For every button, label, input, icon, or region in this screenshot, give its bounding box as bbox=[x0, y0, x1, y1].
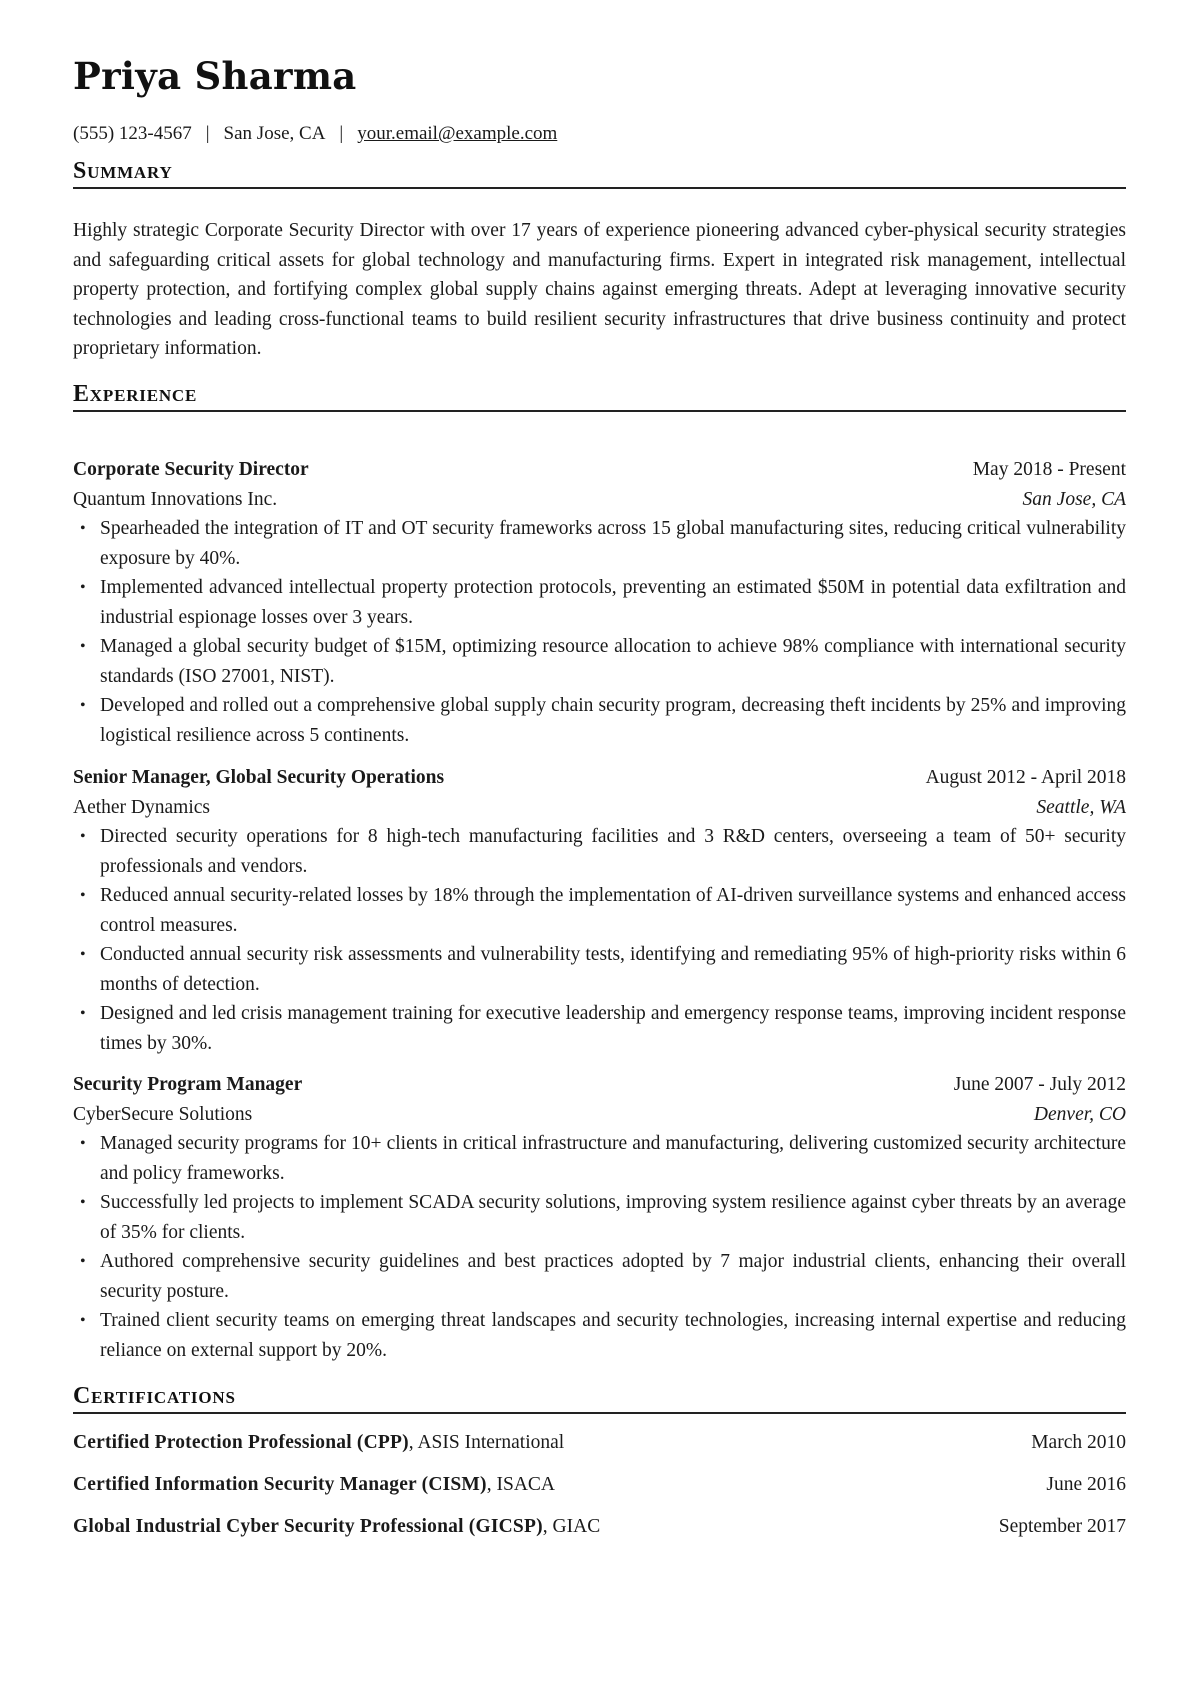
job-location: San Jose, CA bbox=[1022, 488, 1126, 510]
bullet-icon: • bbox=[80, 638, 86, 655]
job-company-row bbox=[73, 485, 1126, 515]
job-dates: June 2007 - July 2012 bbox=[953, 1074, 1126, 1095]
certification-issuer: , GIAC bbox=[542, 1516, 601, 1537]
bullet-text: Managed a global security budget of $15M, optimizing resource allocation to achieve 98% compliance with international security standards (ISO 27001, NIST). bbox=[100, 636, 1126, 687]
experience-entry bbox=[73, 455, 1126, 750]
summary-text: Highly strategic Corporate Security Director with over 17 years of experience pioneering advanced cyber-physical security strategies and safeguarding critical assets for global technology and manufacturing firms. Expert in integrated risk management, intellectual property protection, and fortifying complex global supply chains against emerging threats. Adept at leveraging innovative security technologies and leading cross-functional teams to build resilient security infrastructures that drive business continuity and protect proprietary information. bbox=[73, 220, 1126, 359]
bullet-item bbox=[73, 514, 1126, 573]
certification-issuer: , ASIS International bbox=[408, 1432, 565, 1453]
bullet-item bbox=[73, 1247, 1126, 1306]
contact-line bbox=[73, 122, 557, 146]
experience-entry bbox=[73, 763, 1126, 1058]
candidate-name: Priya Sharma bbox=[73, 54, 357, 98]
bullet-item bbox=[73, 1188, 1126, 1247]
bullet-text: Implemented advanced intellectual property protection protocols, preventing an estimated $50M in potential data exfiltration and industrial espionage losses over 3 years. bbox=[100, 577, 1126, 628]
email-link[interactable]: your.email@example.com bbox=[357, 123, 558, 144]
job-dates: May 2018 - Present bbox=[972, 459, 1126, 480]
bullet-text: Authored comprehensive security guidelines and best practices adopted by 7 major industrial clients, enhancing their overall security posture. bbox=[100, 1251, 1126, 1302]
contact-separator: | bbox=[339, 123, 344, 144]
bullet-icon: • bbox=[80, 697, 86, 714]
certification-row bbox=[73, 1428, 1126, 1457]
bullet-item bbox=[73, 632, 1126, 691]
certification-issuer: , ISACA bbox=[486, 1474, 555, 1495]
company-name: CyberSecure Solutions bbox=[73, 1103, 253, 1125]
job-title: Corporate Security Director bbox=[73, 459, 309, 480]
certification-date: September 2017 bbox=[998, 1516, 1126, 1537]
bullet-item bbox=[73, 999, 1126, 1058]
certification-date: March 2010 bbox=[1031, 1432, 1126, 1453]
job-bullets bbox=[73, 1129, 1126, 1365]
job-header-row bbox=[73, 1070, 1126, 1100]
bullet-icon: • bbox=[80, 579, 86, 596]
summary-heading: Summary bbox=[73, 158, 1126, 189]
certifications-heading: Certifications bbox=[73, 1383, 1126, 1414]
bullet-item bbox=[73, 940, 1126, 999]
job-dates: August 2012 - April 2018 bbox=[925, 767, 1126, 788]
bullet-text: Conducted annual security risk assessments and vulnerability tests, identifying and remediating 95% of high-priority risks within 6 months of detection. bbox=[100, 944, 1126, 995]
bullet-item bbox=[73, 1129, 1126, 1188]
job-location: Denver, CO bbox=[1033, 1103, 1126, 1125]
certification-row bbox=[73, 1512, 1126, 1541]
bullet-icon: • bbox=[80, 1312, 86, 1329]
bullet-text: Directed security operations for 8 high-tech manufacturing facilities and 3 R&D centers, overseeing a team of 50+ security professionals and vendors. bbox=[100, 826, 1126, 877]
job-header-row bbox=[73, 763, 1126, 793]
bullet-item bbox=[73, 881, 1126, 940]
job-title: Senior Manager, Global Security Operations bbox=[73, 767, 445, 788]
contact-separator: | bbox=[205, 123, 210, 144]
bullet-icon: • bbox=[80, 887, 86, 904]
job-company-row bbox=[73, 1100, 1126, 1130]
certification-name: Certified Information Security Manager (CISM) bbox=[73, 1474, 487, 1495]
bullet-icon: • bbox=[80, 828, 86, 845]
bullet-item bbox=[73, 573, 1126, 632]
bullet-text: Reduced annual security-related losses by 18% through the implementation of AI-driven surveillance systems and enhanced access control measures. bbox=[100, 885, 1126, 936]
bullet-text: Managed security programs for 10+ clients in critical infrastructure and manufacturing, delivering customized security architecture and policy frameworks. bbox=[100, 1133, 1126, 1184]
job-location: Seattle, WA bbox=[1036, 796, 1126, 818]
bullet-item bbox=[73, 691, 1126, 750]
bullet-icon: • bbox=[80, 1194, 86, 1211]
bullet-icon: • bbox=[80, 520, 86, 537]
bullet-item bbox=[73, 1306, 1126, 1365]
job-header-row bbox=[73, 455, 1126, 485]
certification-name: Certified Protection Professional (CPP) bbox=[73, 1432, 409, 1453]
bullet-text: Developed and rolled out a comprehensive global supply chain security program, decreasing theft incidents by 25% and improving logistical resilience across 5 continents. bbox=[100, 695, 1126, 746]
bullet-icon: • bbox=[80, 1005, 86, 1022]
company-name: Aether Dynamics bbox=[73, 796, 210, 818]
bullet-text: Spearheaded the integration of IT and OT security frameworks across 15 global manufacturing sites, reducing critical vulnerability exposure by 40%. bbox=[100, 518, 1126, 569]
certification-name: Global Industrial Cyber Security Professional (GICSP) bbox=[73, 1516, 543, 1537]
bullet-icon: • bbox=[80, 1135, 86, 1152]
job-company-row bbox=[73, 793, 1126, 823]
bullet-item bbox=[73, 822, 1126, 881]
bullet-text: Trained client security teams on emerging threat landscapes and security technologies, increasing internal expertise and reducing reliance on external support by 20%. bbox=[100, 1310, 1126, 1361]
experience-heading: Experience bbox=[73, 381, 1126, 412]
bullet-icon: • bbox=[80, 946, 86, 963]
company-name: Quantum Innovations Inc. bbox=[73, 488, 278, 510]
job-bullets bbox=[73, 822, 1126, 1058]
certification-row bbox=[73, 1470, 1126, 1499]
job-bullets bbox=[73, 514, 1126, 750]
bullet-text: Successfully led projects to implement SCADA security solutions, improving system resilience against cyber threats by an average of 35% for clients. bbox=[100, 1192, 1126, 1243]
job-title: Security Program Manager bbox=[73, 1074, 303, 1095]
bullet-text: Designed and led crisis management training for executive leadership and emergency response teams, improving incident response times by 30%. bbox=[100, 1003, 1126, 1054]
bullet-icon: • bbox=[80, 1253, 86, 1270]
location-text: San Jose, CA bbox=[223, 123, 326, 144]
phone-number: (555) 123-4567 bbox=[73, 123, 192, 144]
certification-date: June 2016 bbox=[1046, 1474, 1126, 1495]
experience-entry bbox=[73, 1070, 1126, 1365]
